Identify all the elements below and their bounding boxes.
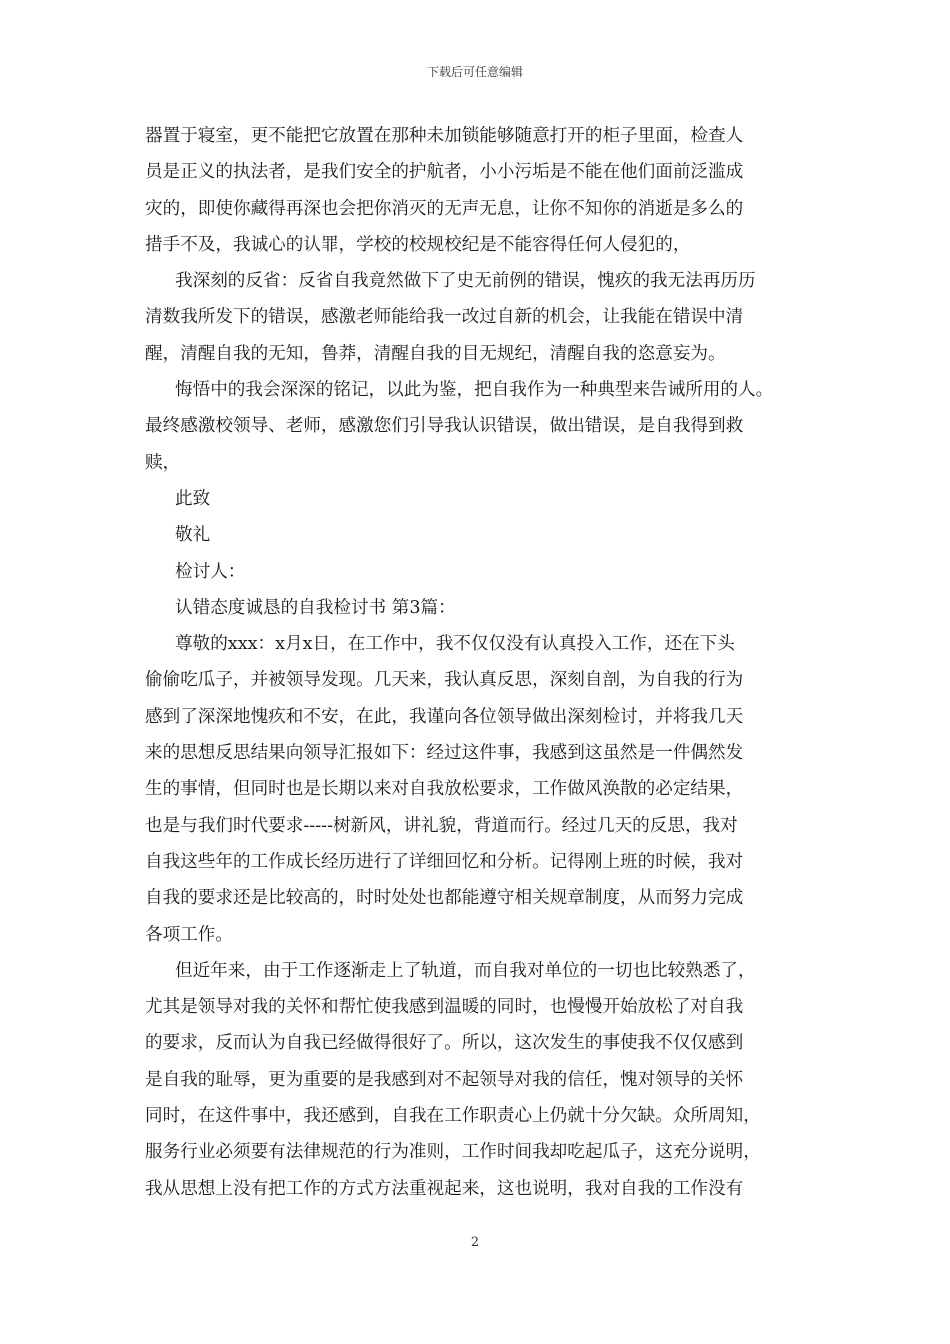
- text-line: 也是与我们时代要求-----树新风，讲礼貌，背道而行。经过几天的反思，我对: [145, 815, 738, 836]
- text-line: 我从思想上没有把工作的方式方法重视起来，这也说明，我对自我的工作没有: [145, 1178, 744, 1199]
- text-line: 各项工作。: [145, 924, 233, 945]
- text-line: 我深刻的反省：反省自我竟然做下了史无前例的错误，愧疚的我无法再历历: [175, 271, 756, 292]
- document-body: [145, 118, 825, 1207]
- text-line: 生的事情，但同时也是长期以来对自我放松要求，工作做风涣散的必定结果，: [145, 779, 744, 800]
- text-line: 的要求，反而认为自我已经做得很好了。所以，这次发生的事使我不仅仅感到: [145, 1033, 744, 1054]
- text-line: 悔悟中的我会深深的铭记，以此为鉴，把自我作为一种典型来告诫所用的人。: [175, 380, 774, 401]
- text-line: 同时，在这件事中，我还感到，自我在工作职责心上仍就十分欠缺。众所周知，: [145, 1106, 761, 1127]
- text-line: 是自我的耻辱，更为重要的是我感到对不起领导对我的信任，愧对领导的关怀: [145, 1069, 744, 1090]
- text-line: 自我这些年的工作成长经历进行了详细回忆和分析。记得刚上班的时候，我对: [145, 851, 744, 872]
- text-line: 尤其是领导对我的关怀和帮忙使我感到温暖的同时，也慢慢开始放松了对自我: [145, 997, 744, 1018]
- text-line: 敬礼: [175, 525, 211, 546]
- text-line: 赎，: [145, 452, 181, 473]
- text-line: 措手不及，我诚心的认罪，学校的校规校纪是不能容得任何人侵犯的，: [145, 234, 691, 255]
- text-line: 来的思想反思结果向领导汇报如下：经过这件事，我感到这虽然是一件偶然发: [145, 743, 744, 764]
- text-line: 员是正义的执法者，是我们安全的护航者，小小污垢是不能在他们面前泛滥成: [145, 162, 744, 183]
- text-line: 但近年来，由于工作逐渐走上了轨道，而自我对单位的一切也比较熟悉了，: [175, 960, 756, 981]
- text-line: 感到了深深地愧疚和不安，在此，我谨向各位领导做出深刻检讨，并将我几天: [145, 706, 744, 727]
- text-line: 检讨人：: [175, 561, 246, 582]
- text-line: 醒，清醒自我的无知，鲁莽，清醒自我的目无规纪，清醒自我的恣意妄为。: [145, 343, 726, 364]
- page-header: 下载后可任意编辑: [426, 65, 523, 79]
- text-line: 自我的要求还是比较高的，时时处处也都能遵守相关规章制度，从而努力完成: [145, 888, 744, 909]
- text-line: 偷偷吃瓜子，并被领导发现。几天来，我认真反思，深刻自剖，为自我的行为: [145, 670, 744, 691]
- text-line: 最终感激校领导、老师，感激您们引导我认识错误，做出错误，是自我得到救: [145, 416, 744, 437]
- text-line: 灾的，即使你藏得再深也会把你消灭的无声无息，让你不知你的消逝是多么的: [145, 198, 744, 219]
- text-line: 认错态度诚恳的自我检讨书 第3篇：: [175, 597, 456, 618]
- text-line: 服务行业必须要有法律规范的行为准则，工作时间我却吃起瓜子，这充分说明，: [145, 1142, 761, 1163]
- page-number: 2: [470, 1235, 480, 1250]
- text-line: 尊敬的xxx：x月x日，在工作中，我不仅仅没有认真投入工作，还在下头: [175, 634, 735, 655]
- text-line: 清数我所发下的错误，感激老师能给我一改过自新的机会，让我能在错误中清: [145, 307, 744, 328]
- text-line: 器置于寝室，更不能把它放置在那种未加锁能够随意打开的柜子里面，检查人: [145, 126, 744, 146]
- text-line: 此致: [175, 488, 211, 509]
